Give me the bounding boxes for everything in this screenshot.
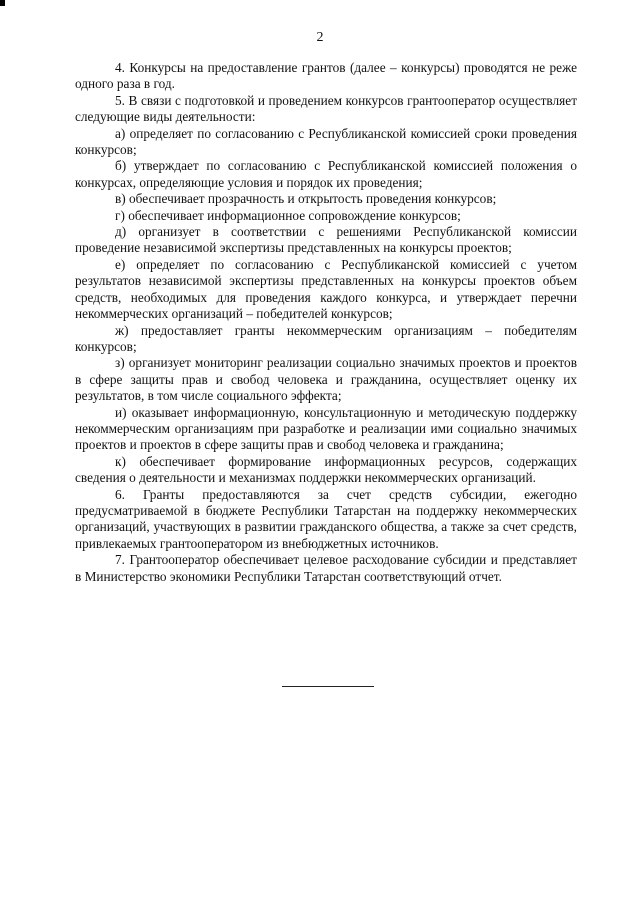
paragraph-item-5: 5. В связи с подготовкой и проведением конкурсов грантооператор осуществляет следующие виды деятельности: [75,92,577,125]
closing-divider-line [282,686,374,687]
subitem-i: и) оказывает информационную, консультационную и методическую поддержку некоммерческим организациям при разработке и реализации ими социально значимых проектов и проектов в сфере защиты прав и свобод человека и гражданина; [75,404,577,453]
subitem-v: в) обеспечивает прозрачность и открытость проведения конкурсов; [115,191,497,207]
page-number: 2 [316,30,324,45]
subitem-zh: ж) предоставляет гранты некоммерческим организациям – победителям конкурсов; [75,322,577,354]
subitem-e: е) определяет по согласованию с Республиканской комиссией с учетом результатов независимой экспертизы представленных на конкурсы проектов объем средств, необходимых для проведения каждого конкурса, и утверждает перечни некоммерческих организаций – победителей конкурсов; [75,256,577,322]
paragraph-item-7: 7. Грантооператор обеспечивает целевое расходование субсидии и представляет в Министерство экономики Республики Татарстан соответствующий отчет. [75,552,577,584]
paragraph-item-6: 6. Гранты предоставляются за счет средств субсидии, ежегодно предусматриваемой в бюджете Республики Татарстан на поддержку некоммерческих организаций, участвующих в развитии гражданского общества, а также за счет средств, привлекаемых грантооператором из внебюджетных источников. [75,486,577,551]
subitem-a: а) определяет по согласованию с Республиканской комиссией сроки проведения конкурсов; [75,125,577,158]
subitem-k: к) обеспечивает формирование информационных ресурсов, содержащих сведения о деятельности и механизмах поддержки некоммерческих организаций. [75,453,577,486]
subitem-z: з) организует мониторинг реализации социально значимых проектов и проектов в сфере защиты прав и свобод человека и гражданина, осуществляет оценку их результатов, в том числе социального эффекта; [75,355,577,404]
paragraph-item-4: 4. Конкурсы на предоставление грантов (далее – конкурсы) проводятся не реже одного раза в год. [75,60,577,92]
subitem-g: г) обеспечивает информационное сопровождение конкурсов; [115,207,461,223]
subitem-d: д) организует в соответствии с решениями Республиканской комиссии проведение независимой экспертизы представленных на конкурсы проектов; [75,224,577,256]
scan-corner-mark [0,0,5,6]
subitem-b: б) утверждает по согласованию с Республиканской комиссией положения о конкурсах, определяющие условия и порядок их проведения; [75,158,577,190]
document-body [75,60,577,585]
